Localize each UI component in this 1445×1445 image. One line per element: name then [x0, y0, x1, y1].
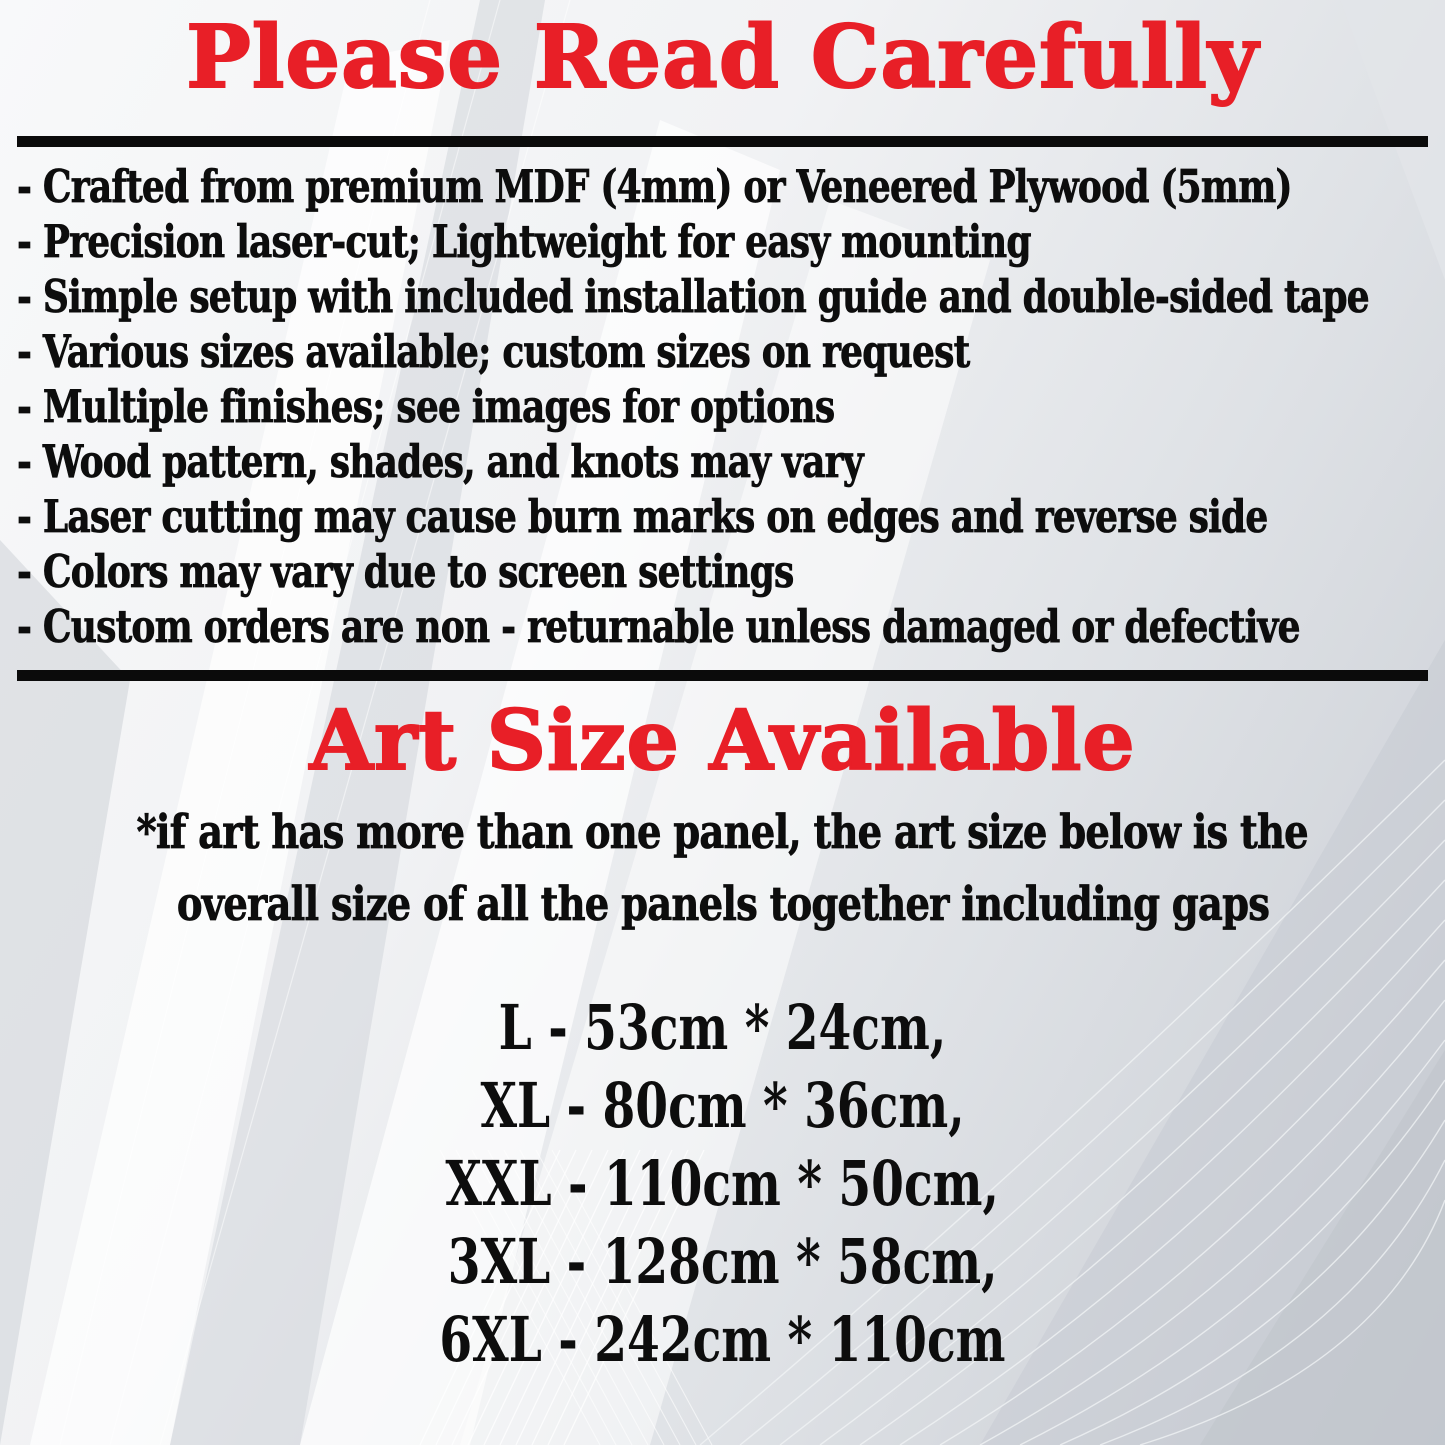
notice-text: - Various sizes available; custom sizes on request [17, 325, 970, 378]
notice-text: - Colors may vary due to screen settings [17, 545, 794, 598]
size-option-xl [0, 1067, 1445, 1145]
size-list [0, 989, 1445, 1379]
product-notice-list [17, 159, 1445, 654]
size-option-xxl [0, 1145, 1445, 1223]
size-text: 6XL - 242cm * 110cm [439, 1303, 1006, 1376]
notice-item-5 [17, 379, 1445, 434]
notice-text: - Laser cutting may cause burn marks on edges and reverse side [17, 490, 1268, 543]
note-text: overall size of all the panels together including gaps [176, 877, 1269, 932]
notice-item-8 [17, 544, 1445, 599]
notice-text: - Custom orders are non - returnable unless damaged or defective [17, 600, 1300, 653]
notice-text: - Crafted from premium MDF (4mm) or Veneered Plywood (5mm) [17, 160, 1292, 213]
notice-item-1 [17, 159, 1445, 214]
size-text: 3XL - 128cm * 58cm, [447, 1225, 998, 1298]
notice-text: - Precision laser-cut; Lightweight for easy mounting [17, 215, 1031, 268]
art-size-title: Art Size Available [309, 693, 1136, 789]
notice-item-2 [17, 214, 1445, 269]
notice-item-7 [17, 489, 1445, 544]
notice-text: - Simple setup with included installation guide and double-sided tape [17, 270, 1369, 323]
size-option-6xl [0, 1301, 1445, 1379]
notice-text: - Wood pattern, shades, and knots may vary [17, 435, 863, 488]
notice-item-3 [17, 269, 1445, 324]
size-text: XXL - 110cm * 50cm, [445, 1147, 1000, 1220]
size-option-3xl [0, 1223, 1445, 1301]
size-option-l [0, 989, 1445, 1067]
notice-item-6 [17, 434, 1445, 489]
note-line-2 [0, 869, 1445, 941]
notice-item-9 [17, 599, 1445, 654]
divider-top [17, 136, 1428, 147]
divider-middle [17, 670, 1428, 681]
notice-item-4 [17, 324, 1445, 379]
poster-content [0, 7, 1445, 1379]
size-text: L - 53cm * 24cm, [498, 991, 947, 1064]
page-title: Please Read Carefully [186, 7, 1259, 108]
note-text: *if art has more than one panel, the art size below is the [136, 805, 1309, 860]
panel-size-note [0, 797, 1445, 941]
size-text: XL - 80cm * 36cm, [480, 1069, 965, 1142]
notice-text: - Multiple finishes; see images for options [17, 380, 835, 433]
note-line-1 [0, 797, 1445, 869]
